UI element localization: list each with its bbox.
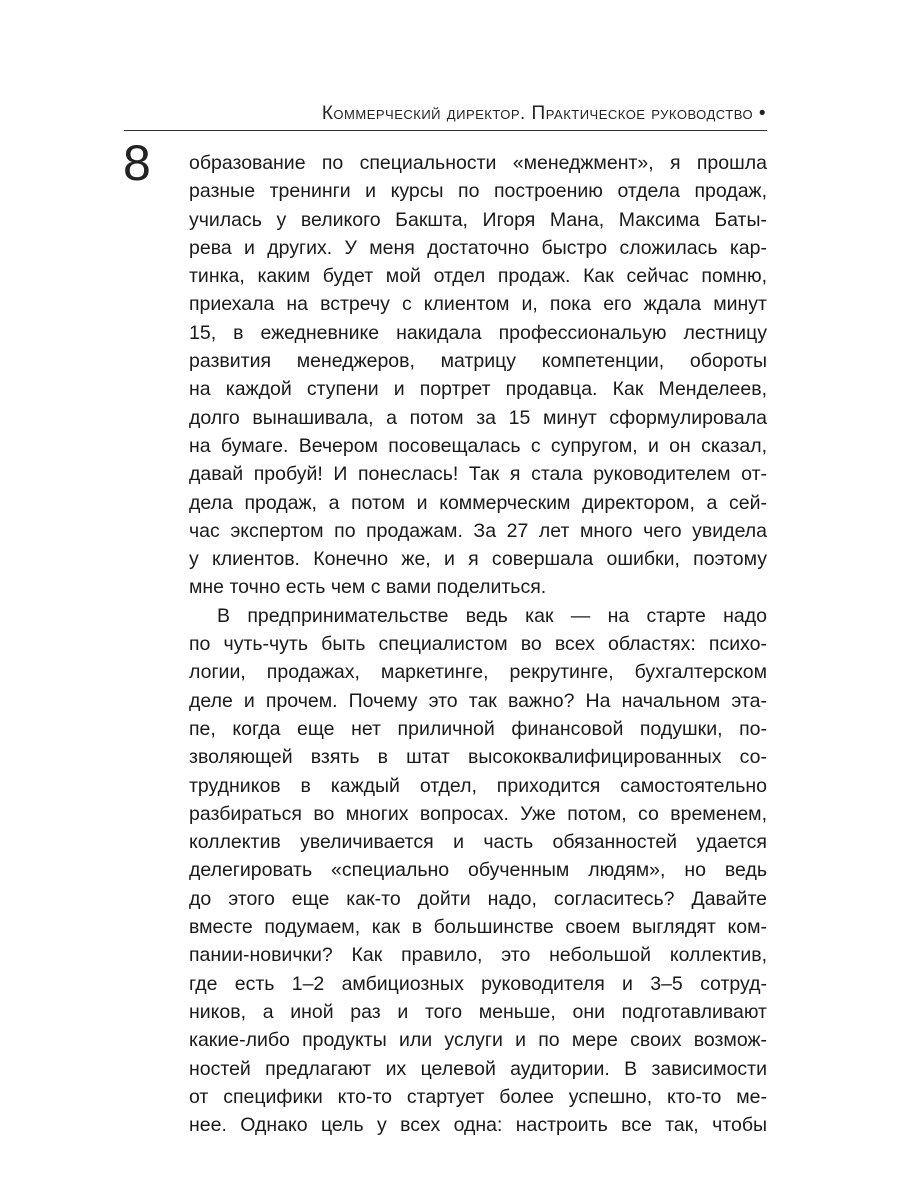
text-line: на бумаге. Вечером посовещалась с супругом, и он сказал,: [189, 434, 767, 457]
text-line: вместе подумаем, как в большинстве своем выглядят ком-: [189, 916, 767, 939]
text-line: давай пробуй! И понеслась! Так я стала руководителем от-: [189, 463, 767, 486]
text-line: тинка, каким будет мой отдел продаж. Как сейчас помню,: [189, 265, 767, 288]
text-line: пе, когда еще нет приличной финансовой подушки, по-: [189, 717, 767, 740]
text-line: на каждой ступени и портрет продавца. Как Менделеев,: [189, 378, 767, 401]
text-line: развития менеджеров, матрицу компетенции, обороты: [189, 350, 767, 373]
text-line: училась у великого Бакшта, Игоря Мана, Максима Баты-: [189, 208, 767, 231]
text-line: нее. Однако цель у всех одна: настроить все так, чтобы: [189, 1114, 767, 1137]
text-line: логии, продажах, маркетинге, рекрутинге, бухгалтерском: [189, 661, 767, 684]
page-number: 8: [123, 135, 151, 191]
running-header: Коммерческий директор. Практическое руководство •: [321, 103, 766, 124]
text-line: час экспертом по продажам. За 27 лет много чего увидела: [189, 519, 767, 542]
text-line: деле и прочем. Почему это так важно? На начальном эта-: [189, 689, 767, 712]
text-line: мне точно есть чем с вами поделиться.: [189, 576, 547, 599]
text-line: дела продаж, а потом и коммерческим директором, а сей-: [189, 491, 767, 514]
paragraph: [189, 602, 767, 1140]
text-line: до этого еще как-то дойти надо, согласитесь? Давайте: [189, 887, 767, 910]
text-line: ников, а иной раз и того меньше, они подготавливают: [189, 1000, 767, 1023]
text-line: по чуть-чуть быть специалистом во всех областях: психо-: [189, 633, 767, 656]
text-line: какие-либо продукты или услуги и по мере своих возмож-: [189, 1029, 767, 1052]
text-line: от специфики кто-то стартует более успешно, кто-то ме-: [189, 1085, 767, 1108]
text-line: у клиентов. Конечно же, и я совершала ошибки, поэтому: [189, 548, 767, 571]
body-text: [189, 149, 767, 1139]
text-line: разные тренинги и курсы по построению отдела продаж,: [189, 180, 767, 203]
text-line: образование по специальности «менеджмент», я прошла: [189, 152, 767, 174]
paragraph: [189, 149, 767, 602]
text-line: где есть 1–2 амбициозных руководителя и 3–5 сотруд-: [189, 972, 767, 995]
text-line: ностей предлагают их целевой аудитории. В зависимости: [189, 1057, 767, 1080]
text-line: приехала на встречу с клиентом и, пока его ждала минут: [189, 293, 767, 316]
text-line: рева и других. У меня достаточно быстро сложилась кар-: [189, 236, 767, 259]
text-line: делегировать «специально обученным людям», но ведь: [189, 859, 767, 882]
text-line: трудников в каждый отдел, приходится самостоятельно: [189, 774, 767, 797]
header-divider: [124, 130, 767, 131]
text-line: В предпринимательстве ведь как — на старте надо: [217, 604, 767, 627]
text-line: долго вынашивала, а потом за 15 минут сформулировала: [189, 406, 767, 429]
text-line: пании-новички? Как правило, это небольшой коллектив,: [189, 944, 767, 967]
text-line: 15, в ежедневнике накидала профессиональую лестницу: [189, 321, 767, 344]
text-line: зволяющей взять в штат высококвалифицированных со-: [189, 746, 767, 769]
text-line: разбираться во многих вопросах. Уже потом, со временем,: [189, 802, 767, 825]
text-line: коллектив увеличивается и часть обязанностей удается: [189, 831, 767, 854]
